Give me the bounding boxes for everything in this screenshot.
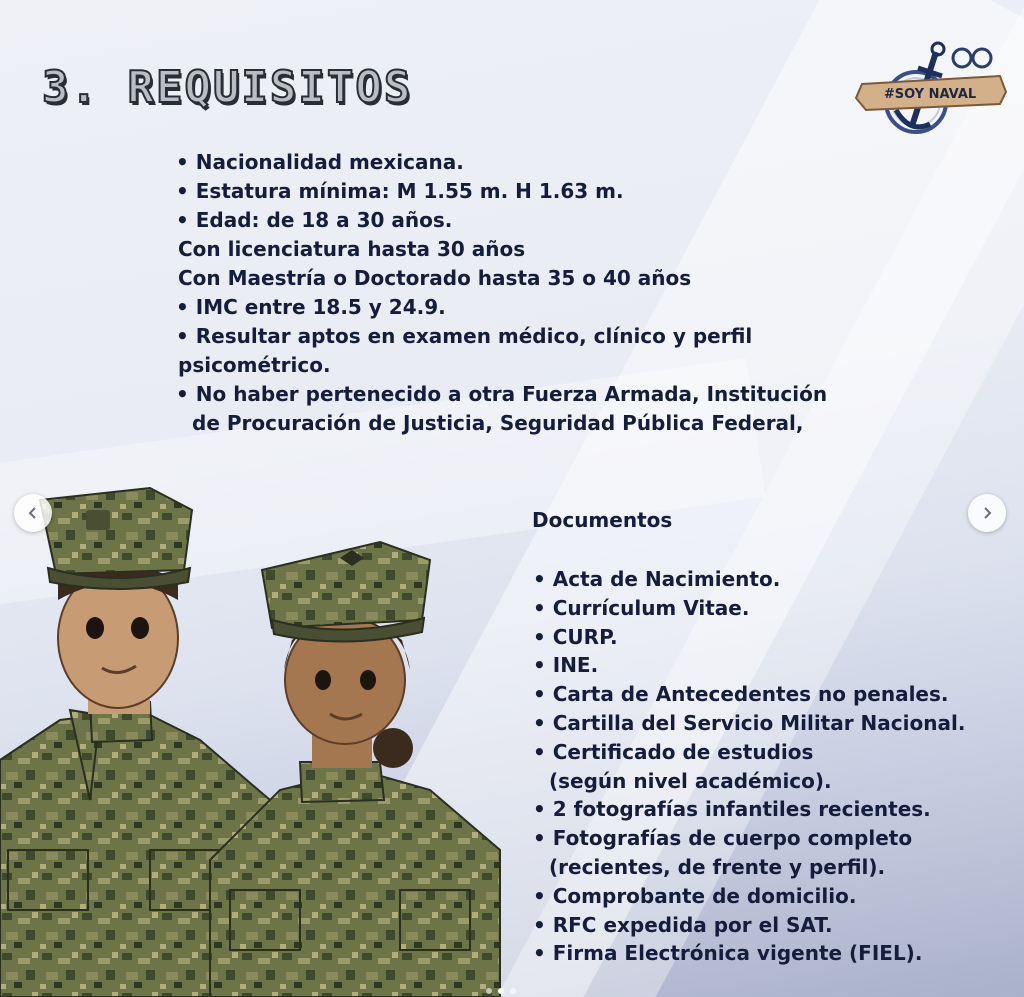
requirement-item: • Resultar aptos en examen médico, clínico y perfil — [176, 324, 753, 348]
requirements-list — [176, 148, 896, 438]
document-item: • Fotografías de cuerpo completo — [533, 826, 913, 851]
chevron-left-icon — [25, 505, 41, 521]
chevron-right-icon — [979, 505, 995, 521]
document-item: • INE. — [533, 653, 599, 678]
document-item: • Certificado de estudios — [533, 739, 814, 764]
requirement-item: • IMC entre 18.5 y 24.9. — [176, 295, 446, 319]
documents-title: Documentos — [532, 508, 673, 532]
document-item: • Comprobante de domicilio. — [533, 883, 857, 908]
document-item: • Cartilla del Servicio Militar Nacional. — [533, 710, 966, 735]
previous-slide-button[interactable] — [14, 494, 52, 532]
document-item: • CURP. — [533, 624, 618, 649]
document-item: • Currículum Vitae. — [533, 595, 750, 620]
document-item: • Acta de Nacimiento. — [533, 567, 781, 591]
carousel-dot[interactable] — [510, 988, 516, 994]
documents-list — [533, 565, 1013, 968]
badge-label: #SOY NAVAL — [883, 87, 977, 102]
female-marine — [210, 542, 500, 997]
document-item: • 2 fotografías infantiles recientes. — [533, 797, 931, 822]
carousel-indicators — [486, 988, 516, 994]
requirement-item: Con licenciatura hasta 30 años — [178, 237, 526, 261]
document-item: (según nivel académico). — [549, 768, 832, 793]
requirement-item: • Estatura mínima: M 1.55 m. H 1.63 m. — [176, 179, 624, 203]
illustration-marines — [0, 470, 520, 997]
requirement-item: • Edad: de 18 a 30 años. — [176, 208, 453, 232]
document-item: • RFC expedida por el SAT. — [533, 912, 833, 937]
document-item: (recientes, de frente y perfil). — [549, 854, 886, 879]
page-title: 3. REQUISITOS — [42, 62, 413, 113]
document-item: • Firma Electrónica vigente (FIEL). — [533, 941, 923, 966]
next-slide-button[interactable] — [968, 494, 1006, 532]
carousel-dot[interactable] — [498, 988, 504, 994]
document-item: • Carta de Antecedentes no penales. — [533, 682, 949, 707]
requirement-item: psicométrico. — [178, 353, 331, 377]
requirement-item: • No haber pertenecido a otra Fuerza Armada, Institución — [176, 382, 828, 406]
carousel-dot[interactable] — [486, 988, 492, 994]
requirement-item: de Procuración de Justicia, Seguridad Pública Federal, — [192, 411, 804, 435]
requirement-item: Con Maestría o Doctorado hasta 35 o 40 años — [178, 266, 692, 290]
soy-naval-badge — [852, 40, 1012, 140]
requirement-item: • Nacionalidad mexicana. — [176, 150, 464, 174]
